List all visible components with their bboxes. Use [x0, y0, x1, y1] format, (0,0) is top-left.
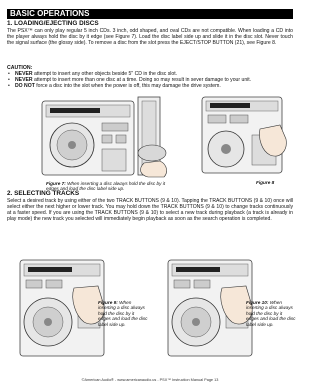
- figure-8-illustration: [200, 95, 290, 175]
- figure-10-caption: Figure 10: When inserting a disc always hold the disc by it edges and load the disc label side up.: [246, 300, 296, 327]
- section-header: BASIC OPERATIONS: [7, 9, 293, 19]
- loading-paragraph: The PSX™ can only play regular 5 inch CDs. 3 inch, odd shaped, and oval CDs are not compatible. When loading a CD into the player always hold the disc by it edge (see Figure 7). Load the disc label side up and slide it in the disc slot. Never touch the signal surface (the glossy side). To remove a disc from the slot press the EJECT/STOP BUTTON (21), see Figure 8.: [7, 28, 293, 47]
- section-title-loading: 1. LOADING/EJECTING DISCS: [7, 20, 99, 27]
- section-title-selecting: 2. SELECTING TRACKS: [7, 190, 80, 197]
- caution-list: [8, 71, 293, 89]
- caution-label: CAUTION:: [7, 65, 33, 71]
- figure-9-caption: Figure 9: When inserting a disc always hold the disc by it edges and load the disc label side up.: [98, 300, 148, 327]
- page-footer: ©American Audio® - www.americanaudio.us - PSX™ Instruction Manual Page 13: [81, 378, 219, 382]
- figure-8-caption: Figure 8: [256, 180, 275, 185]
- caution-item: • NEVER attempt to insert any other objects beside 5" CD in the disc slot.: [8, 71, 293, 77]
- figure-7-caption: Figure 7: When inserting a disc always hold the disc by it edges and load the disc label side up.: [46, 181, 166, 192]
- figure-7-illustration: [40, 93, 170, 178]
- caution-item: • DO NOT force a disc into the slot when the power is off, this may damage the drive system.: [8, 83, 293, 89]
- caution-item: • NEVER attempt to insert more than one disc at a time. Doing so may result in sever damage to your unit.: [8, 77, 293, 83]
- selecting-paragraph: Select a desired track by using either of the two TRACK BUTTONS (9 & 10). Tapping the TRACK BUTTONS (9 & 10) once will select either the next higher or lower track. You may hold down the TRACK BUTTONS (9 & 10) to change tracks continuously at a faster speed. If you are using the TRACK BUTTONS (9 & 10) to select a new track during playback (a track is already in play mode) the new track you selected will immediately begin playback as soon as the search operation is completed.: [7, 198, 293, 223]
